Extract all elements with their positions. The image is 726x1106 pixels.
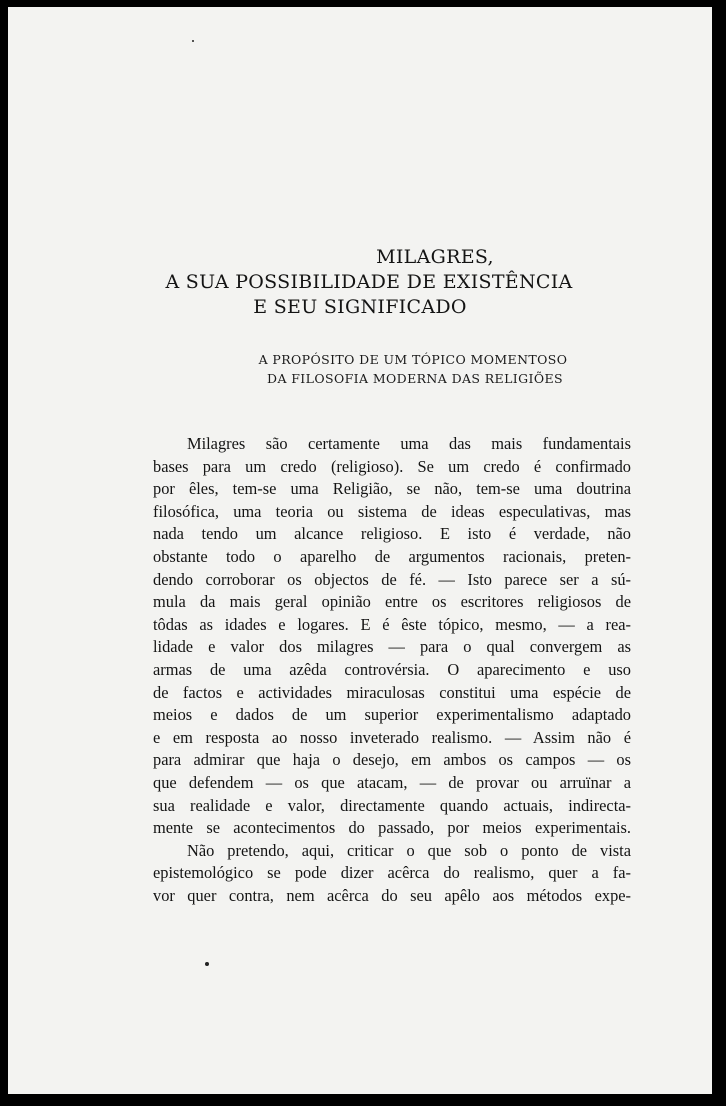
body-line: obstante todo o aparelho de argumentos racionais, preten-: [153, 546, 631, 566]
body-line: por êles, tem-se uma Religião, se não, tem-se uma doutrina: [153, 479, 631, 499]
body-line: que defendem — os que atacam, — de provar ou arruïnar a: [153, 772, 631, 792]
body-line: epistemológico se pode dizer acêrca do realismo, quer a fa-: [153, 863, 631, 883]
body-line: mula da mais geral opinião entre os escritores religiosos de: [153, 592, 631, 612]
body-line: sua realidade e valor, directamente quando actuais, indirecta-: [153, 795, 631, 815]
title-block: [8, 245, 712, 320]
document-page: [8, 7, 712, 1094]
subtitle-line-2: DA FILOSOFIA MODERNA DAS RELIGIÕES: [267, 371, 563, 386]
body-line: meios e dados de um superior experimentalismo adaptado: [153, 705, 631, 725]
ink-speck: [205, 962, 209, 966]
body-line: tôdas as idades e logares. E é êste tópico, mesmo, — a rea-: [153, 614, 631, 634]
body-line: vor quer contra, nem acêrca do seu apêlo aos métodos expe-: [153, 885, 631, 905]
title-line-1: MILAGRES,: [376, 246, 494, 268]
body-line: armas de uma azêda controvérsia. O aparecimento e uso: [153, 659, 631, 679]
body-line: filosófica, uma teoria ou sistema de ideas especulativas, mas: [153, 501, 631, 521]
body-line: nada tendo um alcance religioso. E isto é verdade, não: [153, 524, 631, 544]
body-line: lidade e valor dos milagres — para o qual convergem as: [153, 637, 631, 657]
ink-speck: [192, 40, 194, 42]
body-line: bases para um credo (religioso). Se um credo é confirmado: [153, 456, 631, 476]
body-line: Milagres são certamente uma das mais fundamentais: [187, 434, 631, 453]
subtitle-block: [8, 350, 712, 388]
body-line: Não pretendo, aqui, criticar o que sob o ponto de vista: [187, 840, 631, 860]
subtitle-line-1: A PROPÓSITO DE UM TÓPICO MOMENTOSO: [258, 352, 568, 367]
body-text: [153, 433, 631, 907]
body-line: dendo corroborar os objectos de fé. — Isto parece ser a sú-: [153, 569, 631, 589]
body-line: mente se acontecimentos do passado, por meios experimentais.: [153, 818, 631, 838]
body-line: de factos e actividades miraculosas constitui uma espécie de: [153, 682, 631, 702]
title-line-3: E SEU SIGNIFICADO: [253, 296, 467, 318]
title-line-2: A SUA POSSIBILIDADE DE EXISTÊNCIA: [165, 271, 573, 293]
body-line: e em resposta ao nosso inveterado realismo. — Assim não é: [153, 727, 631, 747]
body-line: para admirar que haja o desejo, em ambos os campos — os: [153, 750, 631, 770]
